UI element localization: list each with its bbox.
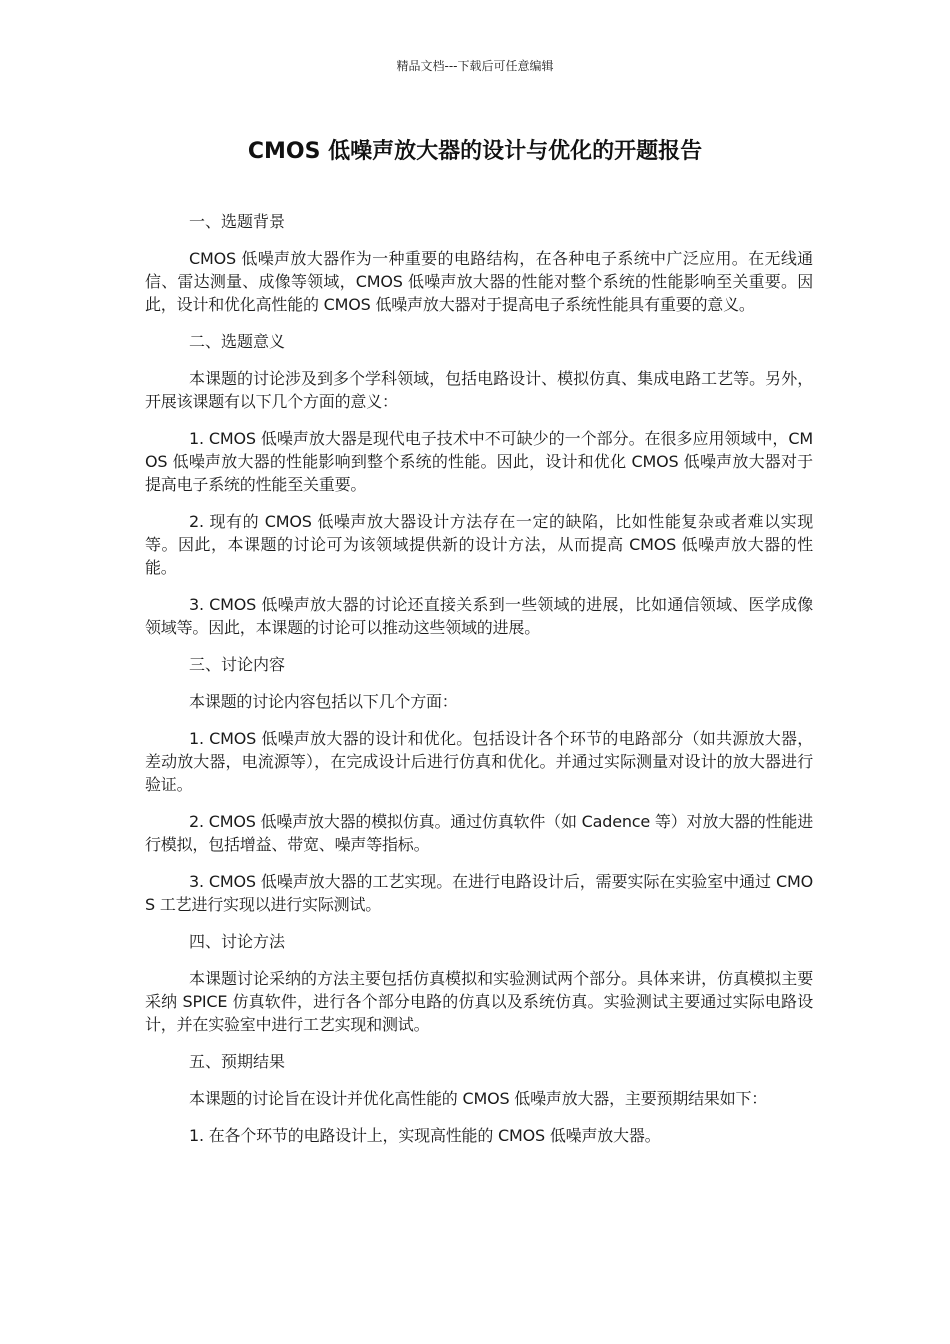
header-note: 精品文档---下载后可任意编辑 [396,59,554,73]
paragraph-significance-intro: 本课题的讨论涉及到多个学科领域，包括电路设计、模拟仿真、集成电路工艺等。另外，开展该课题有以下几个方面的意义： [145,369,813,411]
paragraph-content-2: 2. CMOS 低噪声放大器的模拟仿真。通过仿真软件（如 Cadence 等）对放大器的性能进行模拟，包括增益、带宽、噪声等指标。 [145,812,813,854]
section-heading-significance: 二、选题意义 [189,332,286,351]
paragraph-expected-1: 1. 在各个环节的电路设计上，实现高性能的 CMOS 低噪声放大器。 [189,1126,661,1145]
paragraph-expected-intro: 本课题的讨论旨在设计并优化高性能的 CMOS 低噪声放大器，主要预期结果如下： [189,1089,768,1108]
paragraph-content-3: 3. CMOS 低噪声放大器的工艺实现。在进行电路设计后，需要实际在实验室中通过 CMOS 工艺进行实现以进行实际测试。 [145,872,813,914]
paragraph-significance-1: 1. CMOS 低噪声放大器是现代电子技术中不可缺少的一个部分。在很多应用领域中，CMOS 低噪声放大器的性能影响到整个系统的性能。因此，设计和优化 CMOS 低噪声放大器对于提高电子系统的性能至关重要。 [145,429,813,494]
document-title: CMOS 低噪声放大器的设计与优化的开题报告 [247,139,703,164]
section-heading-expected: 五、预期结果 [189,1052,286,1071]
section-heading-method: 四、讨论方法 [189,932,286,951]
section-heading-background: 一、选题背景 [189,212,286,231]
section-heading-content: 三、讨论内容 [189,655,286,674]
document-body [145,210,813,1161]
paragraph-background: CMOS 低噪声放大器作为一种重要的电路结构，在各种电子系统中广泛应用。在无线通信、雷达测量、成像等领域，CMOS 低噪声放大器的性能对整个系统的性能影响至关重要。因此，设计和优化高性能的 CMOS 低噪声放大器对于提高电子系统性能具有重要的意义。 [145,249,813,314]
paragraph-method: 本课题讨论采纳的方法主要包括仿真模拟和实验测试两个部分。具体来讲，仿真模拟主要采纳 SPICE 仿真软件，进行各个部分电路的仿真以及系统仿真。实验测试主要通过实际电路设计，并在实验室中进行工艺实现和测试。 [145,969,813,1034]
paragraph-significance-3: 3. CMOS 低噪声放大器的讨论还直接关系到一些领域的进展，比如通信领域、医学成像领域等。因此，本课题的讨论可以推动这些领域的进展。 [145,595,813,637]
paragraph-significance-2: 2. 现有的 CMOS 低噪声放大器设计方法存在一定的缺陷，比如性能复杂或者难以实现等。因此，本课题的讨论可为该领域提供新的设计方法，从而提高 CMOS 低噪声放大器的性能。 [145,512,813,577]
paragraph-content-1: 1. CMOS 低噪声放大器的设计和优化。包括设计各个环节的电路部分（如共源放大器，差动放大器，电流源等），在完成设计后进行仿真和优化。并通过实际测量对设计的放大器进行验证。 [145,729,813,794]
paragraph-content-intro: 本课题的讨论内容包括以下几个方面： [189,692,458,711]
